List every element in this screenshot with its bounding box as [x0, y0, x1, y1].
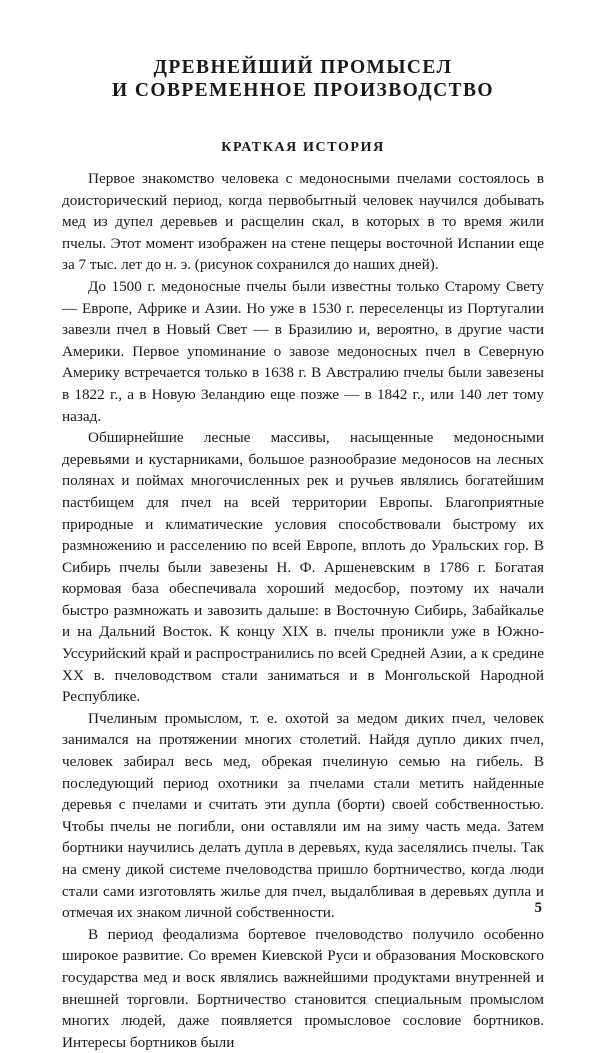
book-page: [62, 56, 544, 1053]
chapter-title-line-2: И СОВРЕМЕННОЕ ПРОИЗВОДСТВО: [112, 80, 494, 101]
paragraph-2: До 1500 г. медоносные пчелы были известны только Старому Свету — Европе, Африке и Азии. Но уже в 1530 г. переселенцы из Португалии завезли пчел в Новый Свет — в Бразилию и, вероятно, в другие части Америки. Первое упоминание о завозе медоносных пчел в Северную Америку встречается только в 1638 г. В Австралию пчелы были завезены в 1822 г., а в Новую Зеландию еще позже — в 1842 г., или 140 лет тому назад.: [62, 277, 544, 425]
chapter-title-line-1: ДРЕВНЕЙШИЙ ПРОМЫСЕЛ: [153, 57, 453, 78]
paragraph-5: В период феодализма бортевое пчеловодство получило особенно широкое развитие. Со времен Киевской Руси и образования Московского государства мед и воск являлись важнейшими продуктами внутренней и внешней торговли. Бортничество становится специальным промыслом многих людей, даже появляется промысловое сословие бортников. Интересы бортников были: [62, 925, 544, 1051]
chapter-title: [62, 56, 544, 102]
paragraph-1: Первое знакомство человека с медоносными пчелами состоялось в доисторический период, когда первобытный человек научился добывать мед из дупел деревьев и расщелин скал, в которых в то время жили пчелы. Этот момент изображен на стене пещеры восточной Испании еще за 7 тыс. лет до н. э. (рисунок сохранился до наших дней).: [62, 170, 544, 274]
section-heading: КРАТКАЯ ИСТОРИЯ: [221, 140, 385, 155]
paragraph-3: Обширнейшие лесные массивы, насыщенные медоносными деревьями и кустарниками, большое разнообразие медоносов на лесных полянах и поймах многочисленных рек и ручьев являлись богатейшим пастбищем для пчел на всей территории Европы. Благоприятные природные и климатические условия способствовали быстрому их размножению и расселению по всей Европе, вплоть до Уральских гор. В Сибирь пчелы были завезены Н. Ф. Аршеневским в 1786 г. Богатая кормовая база обеспечивала хороший медосбор, поэтому их начали быстро размножать и завозить дальше: в Восточную Сибирь, Забайкалье и на Дальний Восток. К концу XIX в. пчелы проникли уже в Южно-Уссурийский край и распространились по всей Средней Азии, а к средине XX в. пчеловодством стали заниматься и в Монгольской Народной Республике.: [62, 429, 544, 706]
page-number: 5: [534, 900, 542, 916]
body-text: [62, 168, 544, 1053]
paragraph-4: Пчелиным промыслом, т. е. охотой за медом диких пчел, человек занимался на протяжении многих столетий. Найдя дупло диких пчел, человек забирал весь мед, обрекая пчелиную семью на гибель. В последующий период охотники за пчелами стали метить найденные деревья с пчелами и считать эти дупла (борти) своей собственностью. Чтобы пчелы не погибли, они оставляли им на зиму часть меда. Затем бортники научились делать дупла в деревьях, куда заселялись пчелы. Так на смену дикой системе пчеловодства пришло бортничество, когда люди стали сами изготовлять жилье для пчел, выдалбливая в деревьях дупла и отмечая их знаком личной собственности.: [62, 709, 544, 922]
